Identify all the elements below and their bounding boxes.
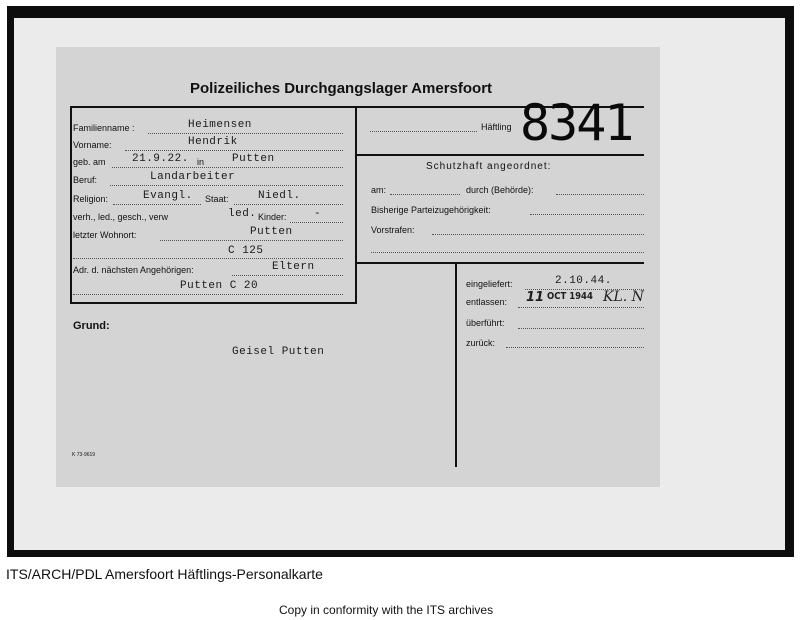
wohnort-label: letzter Wohnort:	[73, 230, 137, 240]
angehoerige-value-2: Putten C 20	[180, 280, 259, 292]
geb-datum-value: 21.9.22.	[132, 153, 189, 165]
religion-label: Religion:	[73, 194, 109, 204]
geb-in-label: in	[197, 157, 205, 167]
beruf-value: Landarbeiter	[150, 171, 236, 183]
vorname-label: Vorname:	[73, 140, 112, 150]
entlassen-stamp-date: OCT 1944	[547, 291, 593, 302]
kinder-value: -	[314, 208, 322, 220]
partei-label: Bisherige Parteizugehörigkeit:	[371, 205, 491, 215]
zurueck-label: zurück:	[466, 338, 496, 348]
ueberfuehrt-label: überführt:	[466, 318, 505, 328]
partei-dotted-line	[530, 214, 644, 215]
kinder-label: Kinder:	[258, 212, 287, 222]
am-label: am:	[371, 185, 387, 195]
wohnort-dotted-line	[160, 240, 343, 241]
grund-value: Geisel Putten	[232, 346, 325, 358]
religion-value: Evangl.	[143, 190, 193, 202]
left-box-right-border	[355, 106, 357, 304]
haeftling-dotted-line	[370, 131, 477, 132]
left-box-top-border	[70, 106, 356, 108]
religion-dotted-line	[113, 204, 201, 205]
left-box-left-border	[70, 106, 72, 304]
haeftling-label: Häftling	[481, 122, 512, 132]
left-box-bottom-border	[70, 302, 357, 304]
familienstand-label: verh., led., gesch., verw	[73, 212, 169, 222]
vorstrafen-dotted-line	[432, 234, 644, 235]
staat-value: Niedl.	[258, 190, 301, 202]
vorstrafen-line-2	[371, 252, 644, 253]
familienstand-value: led.	[228, 208, 257, 220]
zurueck-dotted-line	[506, 347, 644, 348]
angehoerige-label: Adr. d. nächsten Angehörigen:	[73, 265, 194, 275]
durch-dotted-line	[556, 194, 644, 195]
entlassen-handwritten-note: KL. N	[603, 289, 644, 305]
geb-label: geb. am	[73, 157, 106, 167]
right-middle-border	[356, 154, 644, 156]
durch-label: durch (Behörde):	[466, 185, 534, 195]
beruf-label: Beruf:	[73, 175, 98, 185]
ueberfuehrt-dotted-line	[518, 328, 644, 329]
angehoerige-dotted-line	[232, 275, 343, 276]
familienname-dotted-line	[148, 133, 343, 134]
wohnort-line-2	[73, 258, 343, 259]
staat-label: Staat:	[205, 194, 229, 204]
eingeliefert-label: eingeliefert:	[466, 279, 513, 289]
right-vertical-divider	[455, 263, 457, 467]
wohnort-value: Putten	[250, 226, 293, 238]
wohnort-value-2: C 125	[228, 245, 264, 257]
geb-ort-value: Putten	[232, 153, 275, 165]
eingeliefert-value: 2.10.44.	[555, 275, 612, 287]
entlassen-label: entlassen:	[466, 297, 508, 307]
geb-dotted-line	[112, 167, 343, 168]
am-dotted-line	[390, 194, 460, 195]
angehoerige-line-2	[73, 294, 343, 295]
vorstrafen-label: Vorstrafen:	[371, 225, 415, 235]
form-code: K 73-9619	[72, 452, 96, 458]
vorname-value: Hendrik	[188, 136, 238, 148]
conformity-caption: Copy in conformity with the ITS archives	[279, 603, 494, 617]
angehoerige-value: Eltern	[272, 261, 315, 273]
beruf-dotted-line	[110, 185, 343, 186]
schutzhaft-label: Schutzhaft angeordnet:	[426, 161, 552, 172]
familienname-value: Heimensen	[188, 119, 252, 131]
kinder-dotted-line	[290, 222, 343, 223]
right-lower-border	[356, 262, 644, 264]
staat-dotted-line	[234, 204, 343, 205]
familienname-label: Familienname :	[73, 123, 135, 133]
haeftling-number: 8341	[520, 94, 633, 152]
vorname-dotted-line	[125, 150, 343, 151]
card-title: Polizeiliches Durchgangslager Amersfoort	[190, 80, 493, 97]
grund-label: Grund:	[73, 320, 110, 332]
archive-caption: ITS/ARCH/PDL Amersfoort Häftlings-Personalkarte	[6, 566, 323, 582]
entlassen-dotted-line	[518, 307, 644, 308]
entlassen-stamp-day: 11	[526, 290, 545, 305]
